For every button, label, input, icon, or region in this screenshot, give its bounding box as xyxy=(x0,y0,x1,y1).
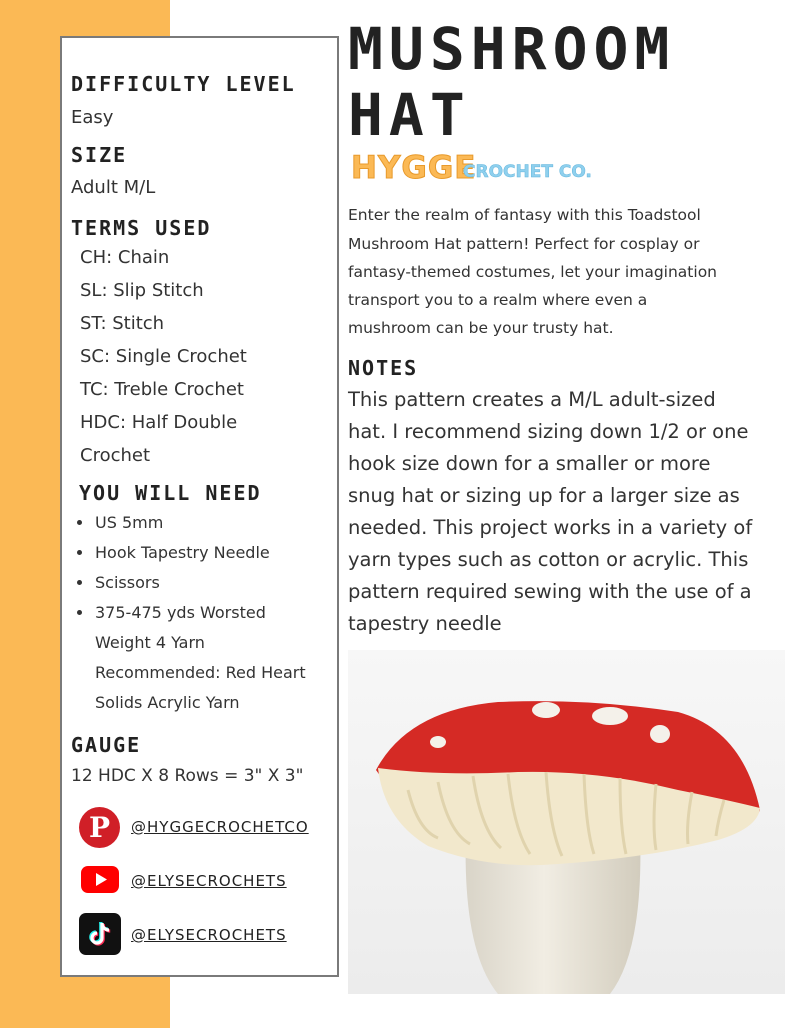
page-title-line-2: HAT xyxy=(348,81,471,149)
mushroom-hat-photo xyxy=(348,650,785,994)
size-value: Adult M/L xyxy=(71,177,156,198)
notes-text-line: This pattern creates a M/L adult-sized xyxy=(348,388,716,411)
notes-heading: NOTES xyxy=(348,356,419,380)
bullet-dot xyxy=(77,520,82,525)
term-item: TC: Treble Crochet xyxy=(80,379,244,400)
intro-text-line: Mushroom Hat pattern! Perfect for cosplay or xyxy=(348,235,700,253)
intro-text-line: transport you to a realm where even a xyxy=(348,291,648,309)
you-will-need-heading: YOU WILL NEED xyxy=(79,481,262,505)
terms-heading: TERMS USED xyxy=(71,216,212,240)
brand-logo-hygge: HYGGE xyxy=(351,150,477,186)
brand-logo-crochet-co: CROCHET CO. xyxy=(463,162,592,182)
gauge-heading: GAUGE xyxy=(71,733,142,757)
supply-item: Hook Tapestry Needle xyxy=(95,543,270,562)
supply-item-continued: Recommended: Red Heart xyxy=(95,663,306,682)
pinterest-icon[interactable] xyxy=(79,807,120,848)
intro-text-line: mushroom can be your trusty hat. xyxy=(348,319,614,337)
notes-text-line: snug hat or sizing up for a larger size as xyxy=(348,484,740,507)
page-title-line-1: MUSHROOM xyxy=(348,15,676,83)
size-heading: SIZE xyxy=(71,143,128,167)
tiktok-handle-link[interactable]: @ELYSECROCHETS xyxy=(131,926,287,944)
term-item: ST: Stitch xyxy=(80,313,165,334)
intro-text-line: Enter the realm of fantasy with this Toadstool xyxy=(348,206,701,224)
notes-text-line: yarn types such as cotton or acrylic. This xyxy=(348,548,749,571)
term-item: SC: Single Crochet xyxy=(80,346,247,367)
notes-text-line: pattern required sewing with the use of a xyxy=(348,580,752,603)
svg-text:P: P xyxy=(88,811,111,844)
bullet-dot xyxy=(77,580,82,585)
tiktok-icon[interactable] xyxy=(79,913,121,955)
notes-text-line: needed. This project works in a variety of xyxy=(348,516,753,539)
supply-item-continued: Weight 4 Yarn xyxy=(95,633,205,652)
youtube-handle-link[interactable]: @ELYSECROCHETS xyxy=(131,872,287,890)
term-item: CH: Chain xyxy=(80,247,170,268)
pinterest-handle-link[interactable]: @HYGGECROCHETCO xyxy=(131,818,309,836)
youtube-icon[interactable] xyxy=(81,866,119,893)
difficulty-heading: DIFFICULTY LEVEL xyxy=(71,72,296,96)
term-item: SL: Slip Stitch xyxy=(80,280,204,301)
supply-item: Scissors xyxy=(95,573,160,592)
supply-item: US 5mm xyxy=(95,513,164,532)
bullet-dot xyxy=(77,550,82,555)
notes-text-line: tapestry needle xyxy=(348,612,502,635)
term-item-continued: Crochet xyxy=(80,445,151,466)
term-item: HDC: Half Double xyxy=(80,412,238,433)
supply-item: 375-475 yds Worsted xyxy=(95,603,266,622)
gauge-value: 12 HDC X 8 Rows = 3" X 3" xyxy=(71,766,304,786)
difficulty-value: Easy xyxy=(71,107,114,128)
bullet-dot xyxy=(77,610,82,615)
notes-text-line: hat. I recommend sizing down 1/2 or one xyxy=(348,420,749,443)
notes-text-line: hook size down for a smaller or more xyxy=(348,452,711,475)
intro-text-line: fantasy-themed costumes, let your imagination xyxy=(348,263,717,281)
supply-item-continued: Solids Acrylic Yarn xyxy=(95,693,240,712)
